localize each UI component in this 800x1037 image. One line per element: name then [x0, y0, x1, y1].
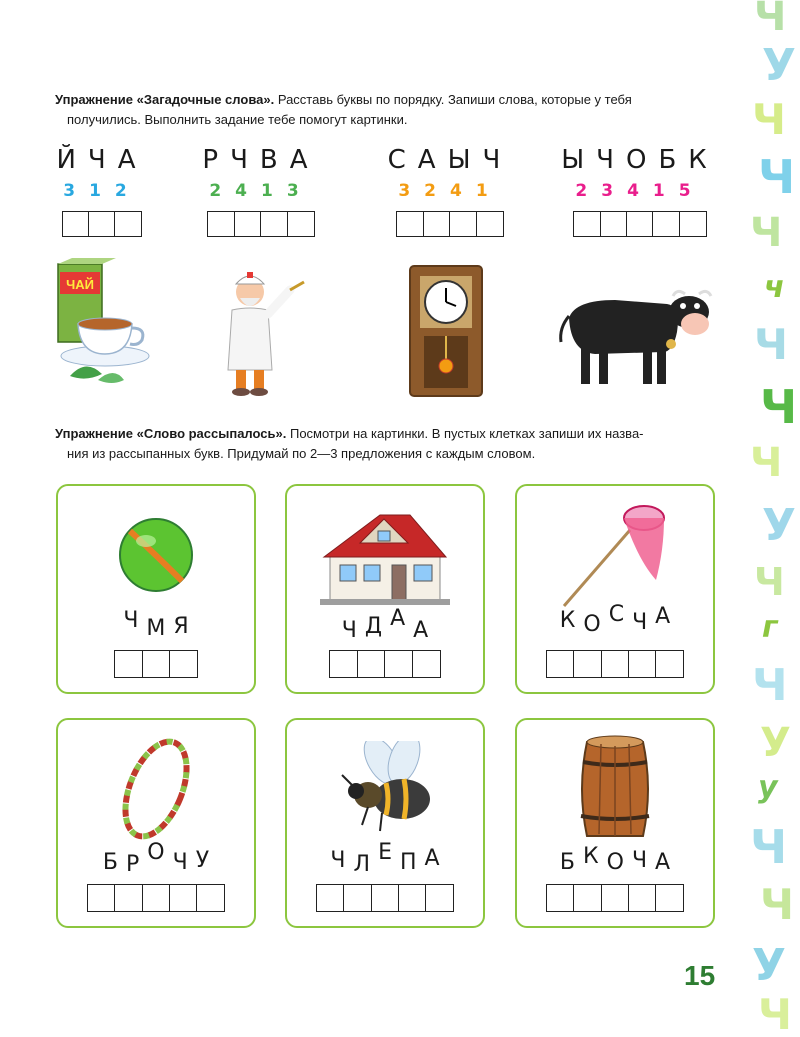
- word-letters: РЧВА: [202, 145, 320, 175]
- scrambled-letter: А: [655, 850, 671, 875]
- bull-icon: [555, 282, 715, 394]
- answer-cells[interactable]: [517, 884, 713, 912]
- answer-cell[interactable]: [652, 211, 680, 237]
- answer-cell[interactable]: [601, 884, 630, 912]
- scrambled-letter: К: [582, 844, 599, 869]
- scrambled-letters: [287, 840, 483, 877]
- answer-cell[interactable]: [628, 884, 657, 912]
- word-puzzle-2: [196, 145, 326, 237]
- answer-cell[interactable]: [626, 211, 654, 237]
- answer-cell[interactable]: [601, 650, 630, 678]
- answer-cell[interactable]: [114, 650, 143, 678]
- answer-cell[interactable]: [573, 211, 601, 237]
- tea-label: ЧАЙ: [66, 277, 94, 292]
- word-puzzle-1: [52, 145, 152, 237]
- scrambled-letter: Ч: [341, 618, 357, 643]
- word-letters: САЫЧ: [387, 145, 513, 175]
- word-puzzle-3: [385, 145, 515, 237]
- scrambled-letter: Ч: [172, 850, 188, 875]
- word-numbers: 3241: [398, 181, 502, 201]
- answer-cell[interactable]: [234, 211, 262, 237]
- answer-cell[interactable]: [287, 211, 315, 237]
- answer-cell[interactable]: [412, 650, 441, 678]
- answer-cell[interactable]: [384, 650, 413, 678]
- scrambled-letter: Д: [364, 614, 383, 639]
- scrambled-letter: Ч: [632, 610, 648, 635]
- answer-cell[interactable]: [207, 211, 235, 237]
- scrambled-letters: [287, 606, 483, 643]
- exercise1-title: Упражнение «Загадочные слова».: [55, 92, 275, 107]
- exercise2-text2: ния из рассыпанных букв. Придумай по 2—3 предложения с каждым словом.: [67, 446, 536, 461]
- answer-cell[interactable]: [260, 211, 288, 237]
- answer-cell[interactable]: [655, 884, 684, 912]
- answer-cell[interactable]: [316, 884, 345, 912]
- scrambled-letter: К: [559, 608, 576, 633]
- exercise1-instructions: [55, 90, 632, 130]
- doctor-icon: [214, 262, 310, 398]
- answer-cell[interactable]: [329, 650, 358, 678]
- exercise2-title: Упражнение «Слово рассыпалось».: [55, 426, 287, 441]
- answer-cells[interactable]: [560, 211, 720, 237]
- house-icon: [320, 505, 450, 605]
- card-bee: [285, 718, 485, 928]
- word-numbers: 2413: [209, 181, 313, 201]
- scrambled-letters: [58, 840, 254, 877]
- answer-cells[interactable]: [287, 884, 483, 912]
- answer-cells[interactable]: [196, 211, 326, 237]
- answer-cell[interactable]: [114, 211, 142, 237]
- word-letters: ЙЧА: [56, 145, 148, 175]
- answer-cells[interactable]: [517, 650, 713, 678]
- answer-cell[interactable]: [398, 884, 427, 912]
- word-numbers: 23415: [575, 181, 705, 201]
- answer-cell[interactable]: [396, 211, 424, 237]
- tea-icon: [50, 258, 160, 388]
- answer-cell[interactable]: [357, 650, 386, 678]
- answer-cell[interactable]: [546, 650, 575, 678]
- answer-cell[interactable]: [600, 211, 628, 237]
- exercise2-text1: Посмотри на картинки. В пустых клетках запиши их назва-: [286, 426, 644, 441]
- scrambled-letter: Ч: [330, 848, 346, 873]
- card-hoop: [56, 718, 256, 928]
- answer-cells[interactable]: [58, 884, 254, 912]
- answer-cell[interactable]: [169, 884, 198, 912]
- word-numbers: 312: [63, 181, 141, 201]
- answer-cell[interactable]: [142, 884, 171, 912]
- answer-cells[interactable]: [287, 650, 483, 678]
- scrambled-letter: А: [655, 604, 671, 629]
- scrambled-letter: Е: [378, 840, 392, 865]
- answer-cell[interactable]: [425, 884, 454, 912]
- answer-cell[interactable]: [423, 211, 451, 237]
- scrambled-letter: О: [583, 612, 601, 637]
- decorative-letter-border: Ч У Ч Ч Ч ч Ч Ч Ч У Ч г Ч У у Ч Ч У Ч: [750, 0, 798, 1037]
- answer-cell[interactable]: [655, 650, 684, 678]
- answer-cell[interactable]: [573, 884, 602, 912]
- scrambled-letters: [517, 844, 713, 875]
- answer-cell[interactable]: [679, 211, 707, 237]
- answer-cell[interactable]: [628, 650, 657, 678]
- word-letters: ЫЧОБК: [561, 145, 719, 175]
- card-barrel: [515, 718, 715, 928]
- answer-cell[interactable]: [142, 650, 171, 678]
- scrambled-letter: А: [390, 606, 406, 631]
- scrambled-letter: Р: [125, 852, 140, 877]
- exercise1-text2: получились. Выполнить задание тебе помогут картинки.: [67, 112, 408, 127]
- answer-cell[interactable]: [546, 884, 575, 912]
- answer-cell[interactable]: [62, 211, 90, 237]
- answer-cell[interactable]: [343, 884, 372, 912]
- scrambled-letter: У: [195, 848, 210, 873]
- card-net: [515, 484, 715, 694]
- scrambled-letter: Б: [559, 850, 575, 875]
- scrambled-letter: П: [399, 850, 417, 875]
- card-ball: [56, 484, 256, 694]
- net-icon: [560, 500, 670, 610]
- page-number: 15: [684, 960, 716, 991]
- scrambled-letter: Ч: [631, 848, 648, 873]
- scrambled-letter: Я: [173, 614, 189, 639]
- answer-cell[interactable]: [169, 650, 198, 678]
- answer-cell[interactable]: [88, 211, 116, 237]
- scrambled-letters: [517, 602, 713, 637]
- answer-cells[interactable]: [58, 650, 254, 678]
- answer-cell[interactable]: [573, 650, 602, 678]
- scrambled-letter: С: [608, 602, 625, 627]
- answer-cell[interactable]: [449, 211, 477, 237]
- scrambled-letter: А: [413, 618, 429, 643]
- barrel-icon: [575, 734, 655, 844]
- answer-cells[interactable]: [52, 211, 152, 237]
- clock-icon: [408, 264, 484, 398]
- scrambled-letters: [58, 608, 254, 641]
- scrambled-letter: Л: [353, 852, 371, 877]
- bee-icon: [330, 741, 440, 837]
- answer-cell[interactable]: [371, 884, 400, 912]
- ball-icon: [116, 515, 196, 595]
- scrambled-letter: О: [606, 850, 624, 875]
- word-puzzle-4: [560, 145, 720, 237]
- answer-cell[interactable]: [87, 884, 116, 912]
- exercise1-text1: Расставь буквы по порядку. Запиши слова, которые у тебя: [274, 92, 632, 107]
- scrambled-letter: А: [424, 846, 440, 871]
- scrambled-letter: М: [146, 616, 166, 641]
- scrambled-letter: Б: [102, 850, 118, 875]
- scrambled-letter: О: [147, 840, 165, 865]
- answer-cells[interactable]: [385, 211, 515, 237]
- card-house: [285, 484, 485, 694]
- answer-cell[interactable]: [114, 884, 143, 912]
- answer-cell[interactable]: [476, 211, 504, 237]
- scrambled-letter: Ч: [123, 608, 139, 633]
- answer-cell[interactable]: [196, 884, 225, 912]
- exercise2-instructions: [55, 424, 644, 464]
- hoop-icon: [116, 734, 196, 844]
